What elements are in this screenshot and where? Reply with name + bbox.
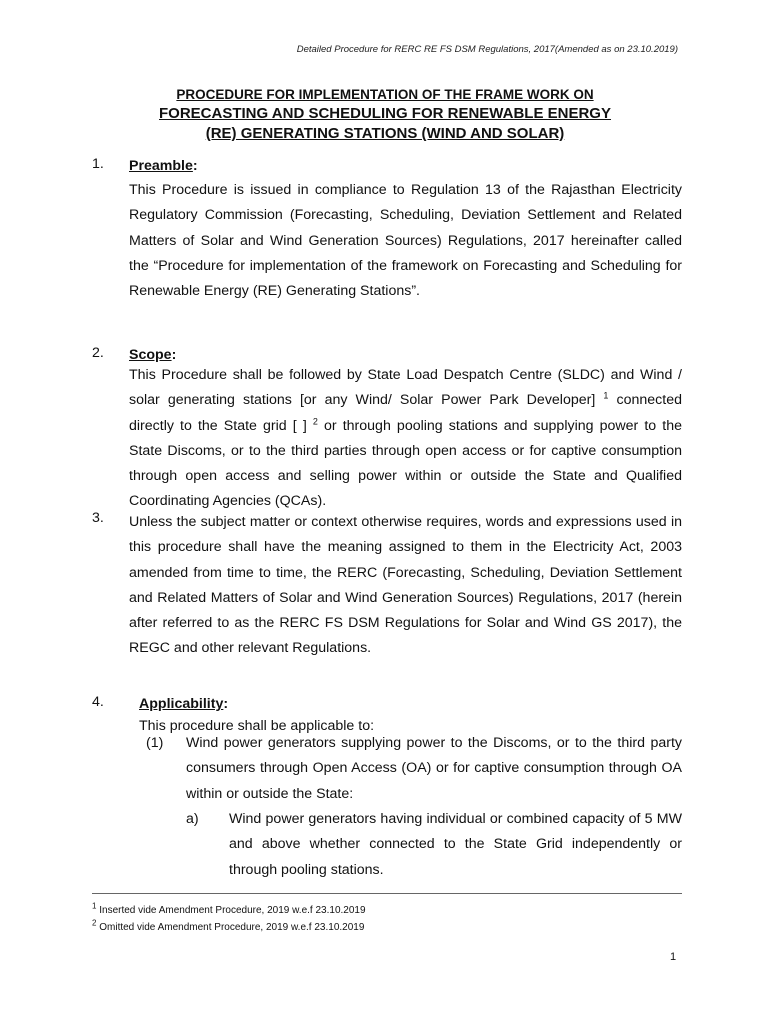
- section-heading: Scope: [129, 347, 172, 363]
- section-text: This Procedure is issued in compliance to Regulation 13 of the Rajasthan Electricity Regulatory Commission (Forecasting, Scheduling, Deviation Settlement and Related Matters of Solar and Wind Generation Sources) Regulations, 2017 hereinafter called the “Procedure for implementation of the framework on Forecasting and Scheduling for Renewable Energy (RE) Generating Stations”.: [129, 182, 682, 300]
- section-heading: Applicability: [139, 696, 224, 712]
- footnote-2-text: Omitted vide Amendment Procedure, 2019 w.e.f 23.10.2019: [99, 922, 365, 933]
- section-heading-line: Scope:: [129, 347, 177, 363]
- footnote-ref-2: 2: [312, 415, 318, 426]
- scope-text-b: connected directly to the State grid [ ]: [129, 392, 682, 434]
- item-1-label: (1): [146, 735, 164, 751]
- footnote-2-number: 2: [92, 918, 97, 928]
- title-line-3: (RE) GENERATING STATIONS (WIND AND SOLAR): [205, 125, 565, 142]
- section-heading: Preamble: [129, 158, 193, 174]
- title-line-2: FORECASTING AND SCHEDULING FOR RENEWABLE ENERGY: [159, 105, 611, 122]
- item-a-text: Wind power generators having individual or combined capacity of 5 MW and above whether connected to the State Grid independently or through pooling stations.: [229, 811, 682, 878]
- scope-text-a: This Procedure shall be followed by State Load Despatch Centre (SLDC) and Wind / solar generating stations [or any Wind/ Solar Power Park Developer]: [129, 367, 682, 409]
- applicability-intro: This procedure shall be applicable to:: [139, 718, 375, 734]
- footnote-1-number: 1: [92, 901, 97, 911]
- document-title: [92, 86, 678, 144]
- title-line-1: PROCEDURE FOR IMPLEMENTATION OF THE FRAME WORK ON: [176, 87, 594, 102]
- item-a-label: a): [186, 811, 199, 827]
- running-header: Detailed Procedure for RERC RE FS DSM Regulations, 2017(Amended as on 23.10.2019): [296, 44, 678, 55]
- section-text: Unless the subject matter or context otherwise requires, words and expressions used in this procedure shall have the meaning assigned to them in the Electricity Act, 2003 amended from time to time, the RERC (Forecasting, Scheduling, Deviation Settlement and Related Matters of Solar and Wind Generation Sources) Regulations, 2017 (herein after referred to as the RERC FS DSM Regulations for Solar and Wind GS 2017), the REGC and other relevant Regulations.: [129, 514, 682, 657]
- page-number: 1: [670, 951, 677, 963]
- section-body: [139, 694, 682, 714]
- footnote-2: [92, 918, 365, 933]
- item-1-text: Wind power generators supplying power to the Discoms, or to the third party consumers through Open Access (OA) or for captive consumption through OA within or outside the State:: [186, 735, 682, 802]
- section-body: [129, 156, 682, 304]
- scope-text-c: or through pooling stations and supplying power to the State Discoms, or to the third parties through open access or for captive consumption through open access and selling power within or outside the State and Qualified Coordinating Agencies (QCAs).: [129, 417, 682, 510]
- section-heading-line: Preamble:: [129, 158, 198, 174]
- section-text: [129, 363, 682, 515]
- section-number: 2.: [92, 345, 104, 361]
- section-number: 4.: [92, 694, 104, 710]
- section-heading-line: Applicability:: [139, 696, 229, 712]
- footnote-1-text: Inserted vide Amendment Procedure, 2019 w.e.f 23.10.2019: [99, 905, 366, 916]
- section-number: 3.: [92, 510, 104, 526]
- section-body: [129, 345, 682, 515]
- footnote-ref-1: 1: [603, 390, 609, 401]
- footnote-divider: [92, 893, 682, 894]
- footnote-1: [92, 901, 366, 916]
- section-number: 1.: [92, 156, 104, 172]
